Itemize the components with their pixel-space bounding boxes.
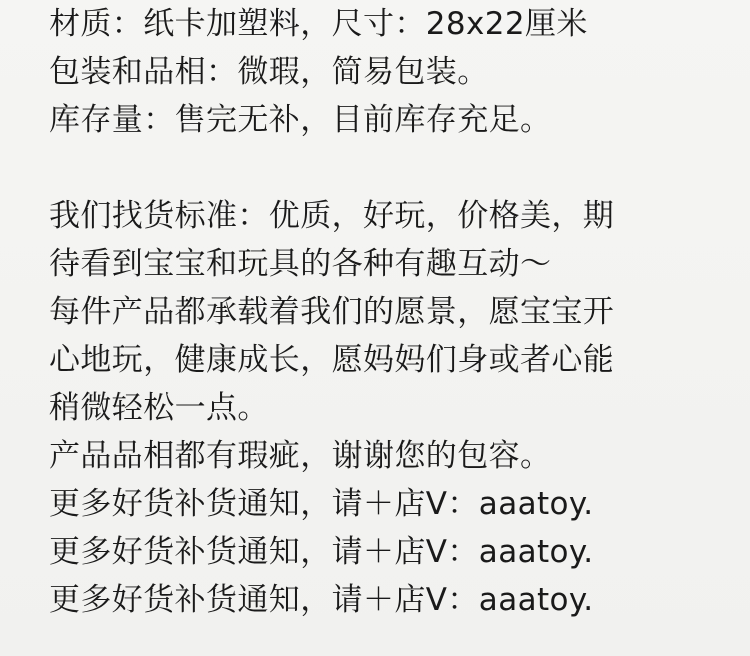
standard-line-1: 我们找货标准：优质，好玩，价格美，期 — [49, 198, 615, 234]
vision-line-3: 稍微轻松一点。 — [49, 390, 269, 426]
stock-line: 库存量：售完无补，目前库存充足。 — [49, 102, 552, 138]
standard-line-2: 待看到宝宝和玩具的各种有趣互动～ — [49, 246, 552, 282]
vision-line-1: 每件产品都承载着我们的愿景，愿宝宝开 — [49, 294, 615, 330]
material-size-line: 材质：纸卡加塑料，尺寸：28x22厘米 — [49, 6, 588, 42]
contact-line-1: 更多好货补货通知，请＋店V：aaatoy. — [49, 486, 594, 522]
vision-line-2: 心地玩，健康成长，愿妈妈们身或者心能 — [49, 342, 615, 378]
contact-line-2: 更多好货补货通知，请＋店V：aaatoy. — [49, 534, 594, 570]
packaging-condition-line: 包装和品相：微瑕，简易包装。 — [49, 54, 489, 90]
contact-line-3: 更多好货补货通知，请＋店V：aaatoy. — [49, 582, 594, 618]
flaw-notice-line: 产品品相都有瑕疵，谢谢您的包容。 — [49, 438, 552, 474]
